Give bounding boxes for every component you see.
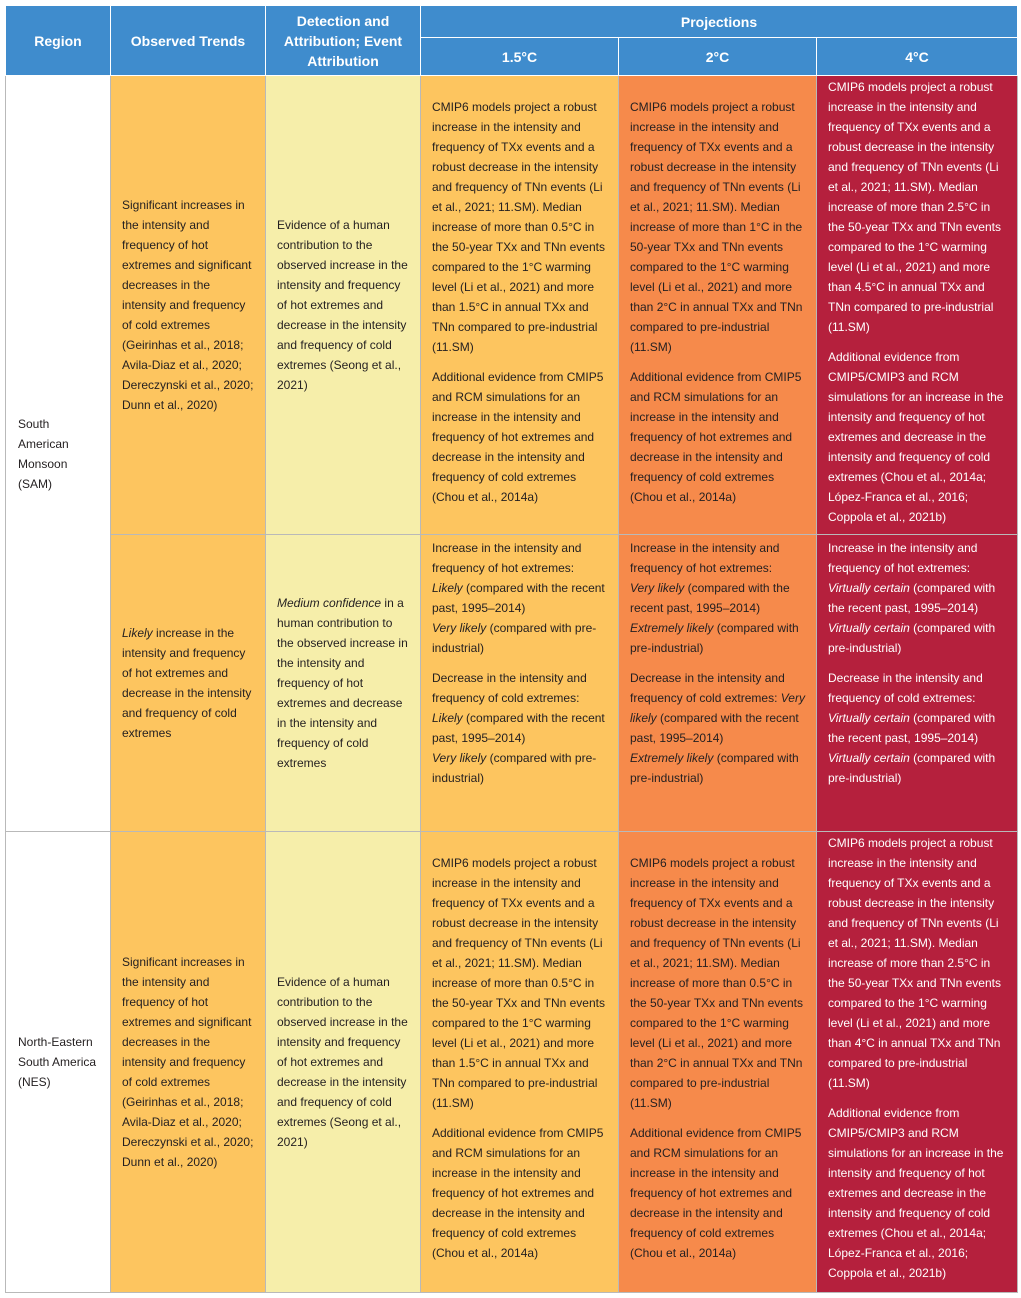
likelihood-term: Very likely bbox=[630, 691, 805, 725]
increase-paragraph bbox=[630, 538, 805, 658]
projection-paragraph: CMIP6 models project a robust increase in the intensity and frequency of TXx events and a robust decrease in the intensity and frequency of TNn events (Li et al., 2021; 11.SM). Median increase of more than 0.5°C in the 50-year TXx and TNn events compared to the 1°C warming level (Li et al., 2021) and more than 1.5°C in annual TXx and TNn compared to pre-industrial (11.SM) bbox=[432, 100, 605, 354]
observed-cell: Significant increases in the intensity and frequency of hot extremes and significant decreases in the intensity and frequency of cold extremes (Geirinhas et al., 2018; Avila-Diaz et al., 2020; Dereczynski et al., 2020; Dunn et al., 2020) bbox=[111, 76, 266, 535]
header-observed-trends: Observed Trends bbox=[111, 6, 266, 76]
observed-text: increase in the intensity and frequency of hot extremes and decrease in the intensity and frequency of cold extremes bbox=[122, 626, 252, 740]
increase-label: Increase in the intensity and frequency of hot extremes: bbox=[630, 541, 780, 575]
likelihood-context: (compared with the recent past, 1995–2014) bbox=[630, 711, 799, 745]
likelihood-term: Virtually certain bbox=[828, 711, 910, 725]
increase-label: Increase in the intensity and frequency of hot extremes: bbox=[828, 541, 978, 575]
projection-paragraph: CMIP6 models project a robust increase in the intensity and frequency of TXx events and a robust decrease in the intensity and frequency of TNn events (Li et al., 2021; 11.SM). Median increase of more than 2.5°C in the 50-year TXx and TNn events compared to the 1°C warming level (Li et al., 2021) and more than 4.5°C in annual TXx and TNn compared to pre-industrial (11.SM) bbox=[828, 80, 1001, 334]
header-detection-attribution: Detection and Attribution; Event Attribution bbox=[266, 6, 421, 76]
likelihood-context: (compared with pre-industrial) bbox=[630, 621, 799, 655]
header-projections: Projections bbox=[421, 6, 1018, 38]
likelihood-term: Extremely likely bbox=[630, 621, 714, 635]
projection-1-5c-cell bbox=[421, 535, 619, 832]
header-region: Region bbox=[6, 6, 111, 76]
projection-paragraph: Additional evidence from CMIP5/CMIP3 and RCM simulations for an increase in the intensity and frequency of hot extremes and decrease in the intensity and frequency of cold extremes (Chou et al., 2014a; López-Franca et al., 2016; Coppola et al., 2021b) bbox=[828, 1106, 1004, 1280]
header-proj-2c: 2°C bbox=[619, 38, 817, 76]
decrease-label: Decrease in the intensity and frequency of cold extremes: bbox=[432, 671, 587, 705]
table-row bbox=[6, 832, 1018, 1293]
increase-paragraph bbox=[432, 538, 607, 658]
likelihood-context: (compared with the recent past, 1995–2014) bbox=[432, 581, 605, 615]
likelihood-context: (compared with the recent past, 1995–2014) bbox=[630, 581, 790, 615]
observed-cell bbox=[111, 535, 266, 832]
projection-paragraph: Additional evidence from CMIP5 and RCM simulations for an increase in the intensity and frequency of hot extremes and decrease in the intensity and frequency of cold extremes (Chou et al., 2014a) bbox=[630, 1126, 802, 1260]
projection-paragraph: Additional evidence from CMIP5 and RCM simulations for an increase in the intensity and frequency of hot extremes and decrease in the intensity and frequency of cold extremes (Chou et al., 2014a) bbox=[432, 370, 604, 504]
projection-paragraph: CMIP6 models project a robust increase in the intensity and frequency of TXx events and a robust decrease in the intensity and frequency of TNn events (Li et al., 2021; 11.SM). Median increase of more than 2.5°C in the 50-year TXx and TNn events compared to the 1°C warming level (Li et al., 2021) and more than 4°C in annual TXx and TNn compared to pre-industrial (11.SM) bbox=[828, 836, 1001, 1090]
projection-2c-cell bbox=[619, 535, 817, 832]
header-proj-1-5c: 1.5°C bbox=[421, 38, 619, 76]
regional-extremes-table bbox=[5, 5, 1018, 1293]
likelihood-term: Very likely bbox=[432, 621, 487, 635]
likelihood-term: Virtually certain bbox=[828, 751, 910, 765]
projection-1-5c-cell bbox=[421, 76, 619, 535]
detection-cell: Evidence of a human contribution to the observed increase in the intensity and frequency of hot extremes and decrease in the intensity and frequency of cold extremes (Seong et al., 2021) bbox=[266, 76, 421, 535]
likelihood-context: (compared with pre-industrial) bbox=[432, 621, 597, 655]
projection-2c-cell bbox=[619, 832, 817, 1293]
likelihood-context: (compared with the recent past, 1995–2014) bbox=[828, 581, 996, 615]
projection-paragraph: CMIP6 models project a robust increase in the intensity and frequency of TXx events and a robust decrease in the intensity and frequency of TNn events (Li et al., 2021; 11.SM). Median increase of more than 0.5°C in the 50-year TXx and TNn events compared to the 1°C warming level (Li et al., 2021) and more than 1.5°C in annual TXx and TNn compared to pre-industrial (11.SM) bbox=[432, 856, 605, 1110]
likelihood-context: (compared with the recent past, 1995–2014) bbox=[432, 711, 605, 745]
region-cell-sam: South American Monsoon (SAM) bbox=[6, 76, 111, 832]
likelihood-context: (compared with the recent past, 1995–2014) bbox=[828, 711, 996, 745]
decrease-label: Decrease in the intensity and frequency of cold extremes: bbox=[828, 671, 983, 705]
likelihood-term: Very likely bbox=[630, 581, 685, 595]
assessment-table-page bbox=[5, 5, 1017, 1292]
projection-paragraph: Additional evidence from CMIP5 and RCM simulations for an increase in the intensity and frequency of hot extremes and decrease in the intensity and frequency of cold extremes (Chou et al., 2014a) bbox=[432, 1126, 604, 1260]
likelihood-context: (compared with pre-industrial) bbox=[432, 751, 597, 785]
likelihood-term: Likely bbox=[122, 626, 153, 640]
likelihood-term: Virtually certain bbox=[828, 621, 910, 635]
confidence-term: Medium confidence bbox=[277, 596, 382, 610]
detection-cell bbox=[266, 535, 421, 832]
likelihood-term: Extremely likely bbox=[630, 751, 714, 765]
projection-4c-cell bbox=[817, 535, 1018, 832]
increase-paragraph bbox=[828, 538, 1006, 658]
increase-label: Increase in the intensity and frequency of hot extremes: bbox=[432, 541, 582, 575]
projection-paragraph: Additional evidence from CMIP5/CMIP3 and RCM simulations for an increase in the intensity and frequency of hot extremes and decrease in the intensity and frequency of cold extremes (Chou et al., 2014a; López-Franca et al., 2016; Coppola et al., 2021b) bbox=[828, 350, 1004, 524]
likelihood-term: Virtually certain bbox=[828, 581, 910, 595]
projection-4c-cell bbox=[817, 832, 1018, 1293]
decrease-paragraph bbox=[432, 668, 607, 788]
decrease-paragraph bbox=[630, 668, 805, 788]
projection-paragraph: CMIP6 models project a robust increase in the intensity and frequency of TXx events and a robust decrease in the intensity and frequency of TNn events (Li et al., 2021; 11.SM). Median increase of more than 1°C in the 50-year TXx and TNn events compared to the 1°C warming level (Li et al., 2021) and more than 2°C in annual TXx and TNn compared to pre-industrial (11.SM) bbox=[630, 100, 803, 354]
projection-paragraph: Additional evidence from CMIP5 and RCM simulations for an increase in the intensity and frequency of hot extremes and decrease in the intensity and frequency of cold extremes (Chou et al., 2014a) bbox=[630, 370, 802, 504]
projection-2c-cell bbox=[619, 76, 817, 535]
likelihood-context: (compared with pre-industrial) bbox=[828, 751, 996, 785]
likelihood-term: Likely bbox=[432, 581, 463, 595]
header-proj-4c: 4°C bbox=[817, 38, 1018, 76]
table-row bbox=[6, 535, 1018, 832]
likelihood-context: (compared with pre-industrial) bbox=[630, 751, 799, 785]
projection-paragraph: CMIP6 models project a robust increase in the intensity and frequency of TXx events and a robust decrease in the intensity and frequency of TNn events (Li et al., 2021; 11.SM). Median increase of more than 0.5°C in the 50-year TXx and TNn events compared to the 1°C warming level (Li et al., 2021) and more than 2°C in annual TXx and TNn compared to pre-industrial (11.SM) bbox=[630, 856, 803, 1110]
decrease-label: Decrease in the intensity and frequency of cold extremes: bbox=[630, 671, 785, 705]
region-cell-nes: North-Eastern South America (NES) bbox=[6, 832, 111, 1293]
likelihood-term: Likely bbox=[432, 711, 463, 725]
decrease-paragraph bbox=[828, 668, 1006, 788]
table-row bbox=[6, 76, 1018, 535]
projection-1-5c-cell bbox=[421, 832, 619, 1293]
detection-text: in a human contribution to the observed increase in the intensity and frequency of hot extremes and decrease in the intensity and frequency of cold extremes bbox=[277, 596, 408, 770]
likelihood-term: Very likely bbox=[432, 751, 487, 765]
observed-cell: Significant increases in the intensity and frequency of hot extremes and significant decreases in the intensity and frequency of cold extremes (Geirinhas et al., 2018; Avila-Diaz et al., 2020; Dereczynski et al., 2020; Dunn et al., 2020) bbox=[111, 832, 266, 1293]
likelihood-context: (compared with pre-industrial) bbox=[828, 621, 996, 655]
projection-4c-cell bbox=[817, 76, 1018, 535]
detection-cell: Evidence of a human contribution to the observed increase in the intensity and frequency of hot extremes and decrease in the intensity and frequency of cold extremes (Seong et al., 2021) bbox=[266, 832, 421, 1293]
